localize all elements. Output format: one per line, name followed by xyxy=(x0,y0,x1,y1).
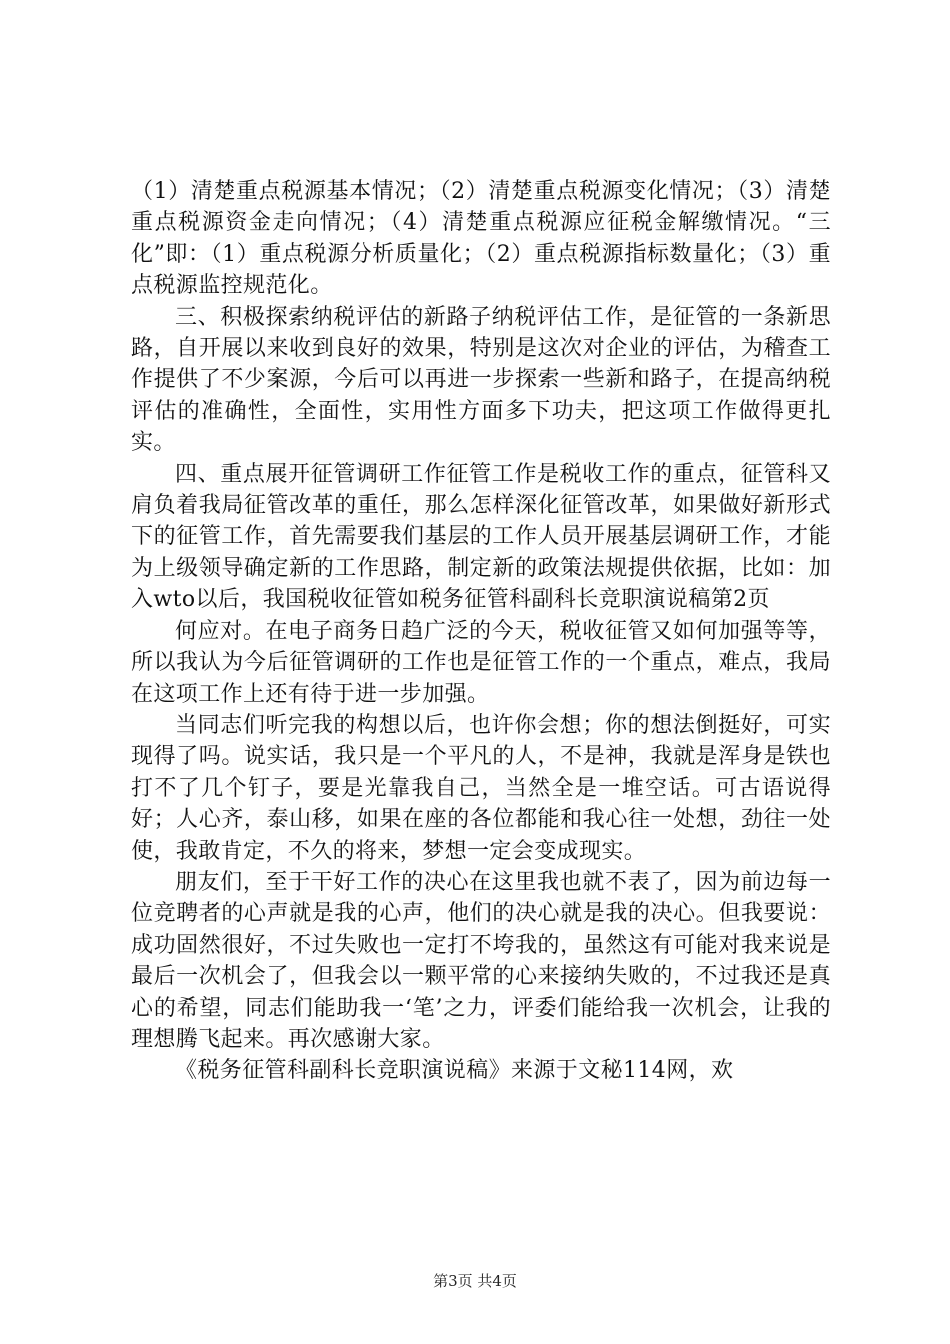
paragraph-2: 三、积极探索纳税评估的新路子纳税评估工作，是征管的一条新思路，自开展以来收到良好的效果，特别是这次对企业的评估，为稽查工作提供了不少案源，今后可以再进一步探索一些新和路子，在提高纳税评估的准确性，全面性，实用性方面多下功夫，把这项工作做得更扎实。 xyxy=(131,304,831,456)
paragraph-5: 当同志们听完我的构想以后，也许你会想；你的想法倒挺好，可实现得了吗。说实话，我只是一个平凡的人，不是神，我就是浑身是铁也打不了几个钉子，要是光靠我自己，当然全是一堆空话。可古语说得好；人心齐，泰山移，如果在座的各位都能和我心往一处想，劲往一处使，我敢肯定，不久的将来，梦想一定会变成现实。 xyxy=(131,712,831,864)
page-number-footer: 第3页 共4页 xyxy=(433,1272,517,1290)
paragraph-7: 《税务征管科副科长竞职演说稿》来源于文秘114网，欢 xyxy=(175,1058,734,1084)
paragraph-3: 四、重点展开征管调研工作征管工作是税收工作的重点，征管科又肩负着我局征管改革的重任，那么怎样深化征管改革，如果做好新形式下的征管工作，首先需要我们基层的工作人员开展基层调研工作，才能为上级领导确定新的工作思路，制定新的政策法规提供依据，比如：加入wto以后，我国税收征管如税务征管科副科长竞职演说稿第2页 xyxy=(131,461,831,613)
paragraph-1: （1）清楚重点税源基本情况；（2）清楚重点税源变化情况；（3）清楚重点税源资金走向情况；（4）清楚重点税源应征税金解缴情况。“三化”即：（1）重点税源分析质量化；（2）重点税源指标数量化；（3）重点税源监控规范化。 xyxy=(131,179,831,299)
paragraph-6: 朋友们，至于干好工作的决心在这里我也就不表了，因为前边每一位竞聘者的心声就是我的心声，他们的决心就是我的决心。但我要说：成功固然很好，不过失败也一定打不垮我的，虽然这有可能对我来说是最后一次机会了，但我会以一颗平常的心来接纳失败的，不过我还是真心的希望，同志们能助我一‘笔’之力，评委们能给我一次机会，让我的理想腾飞起来。再次感谢大家。 xyxy=(131,869,831,1052)
document-body xyxy=(131,176,831,1087)
paragraph-4: 何应对。在电子商务日趋广泛的今天，税收征管又如何加强等等，所以我认为今后征管调研的工作也是征管工作的一个重点，难点，我局在这项工作上还有待于进一步加强。 xyxy=(131,618,831,707)
